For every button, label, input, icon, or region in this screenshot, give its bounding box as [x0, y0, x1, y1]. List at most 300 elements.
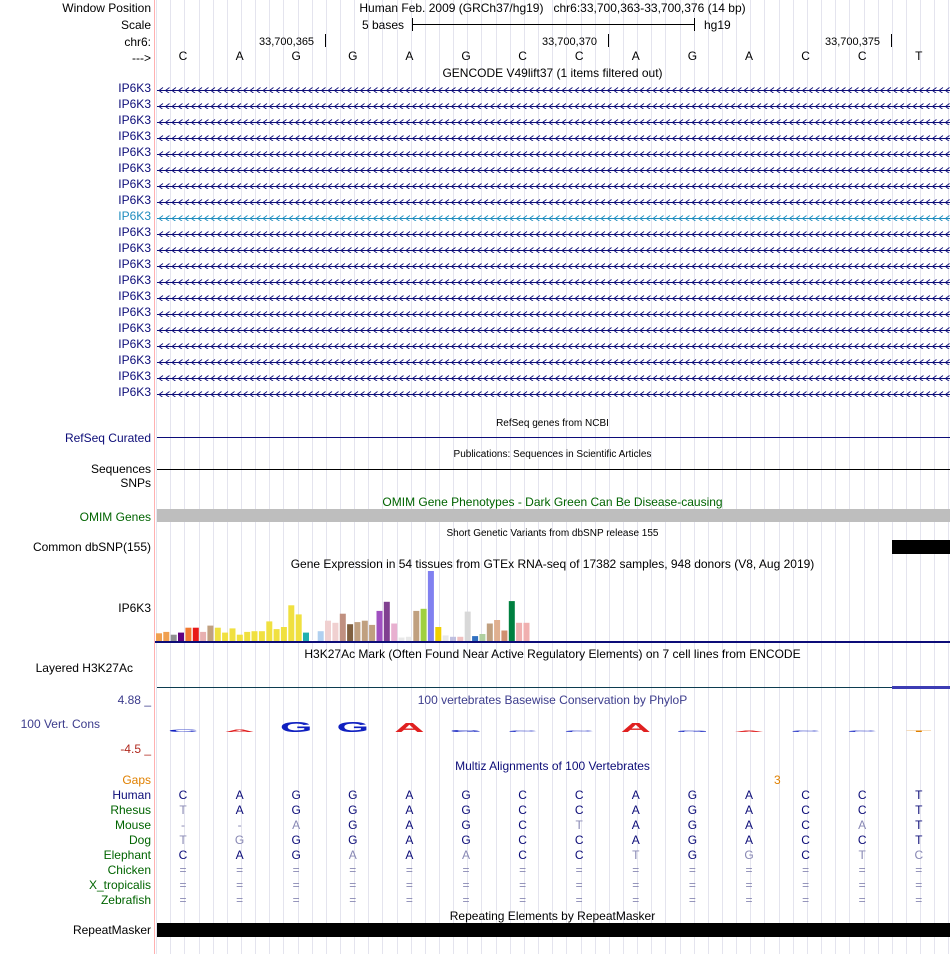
- alignment-base: T: [575, 818, 583, 832]
- window-position-label: Window Position: [62, 1, 151, 15]
- grid-line: [326, 0, 327, 954]
- gencode-transcript-label[interactable]: IP6K3: [118, 273, 151, 287]
- gtex-tissue-bar[interactable]: [347, 624, 353, 641]
- base-letter: A: [744, 49, 753, 63]
- h3k27ac-title: H3K27Ac Mark (Often Found Near Active Regulatory Elements) on 7 cell lines from ENCODE: [304, 647, 801, 661]
- gtex-tissue-bar[interactable]: [259, 631, 265, 641]
- alignment-base: G: [348, 788, 358, 802]
- gtex-tissue-bar[interactable]: [318, 631, 324, 641]
- alignment-base: =: [405, 893, 413, 907]
- gencode-title: GENCODE V49lift37 (1 items filtered out): [442, 66, 663, 80]
- base-letter: C: [574, 49, 584, 63]
- gencode-transcript-label[interactable]: IP6K3: [118, 97, 151, 111]
- grid-line: [510, 0, 511, 954]
- species-label[interactable]: Zebrafish: [100, 893, 151, 907]
- alignment-base: G: [234, 833, 245, 847]
- transcript-strand-arrows: [157, 310, 950, 317]
- coord-tick-3: [891, 34, 892, 47]
- alignment-base: =: [632, 863, 640, 877]
- base-letter: G: [461, 49, 471, 63]
- position-readout: chr6:33,700,363-33,700,376 (14 bp): [553, 1, 746, 15]
- alignment-base: =: [519, 878, 527, 892]
- gencode-transcript-line[interactable]: [157, 84, 950, 93]
- alignment-base: =: [688, 863, 696, 877]
- omim-bar[interactable]: [157, 509, 950, 522]
- alignment-base: =: [462, 893, 470, 907]
- track-labels: [0, 0, 155, 954]
- transcript-strand-arrows: [157, 230, 950, 237]
- gencode-transcript-line[interactable]: [157, 148, 950, 157]
- alignment-base: A: [631, 788, 640, 802]
- scale-db: hg19: [704, 18, 731, 32]
- alignment-base: C: [857, 833, 867, 847]
- gencode-transcript-line[interactable]: [157, 132, 950, 141]
- alignment-base: G: [348, 833, 358, 847]
- alignment-base: G: [461, 788, 471, 802]
- grid-line: [609, 0, 610, 954]
- gencode-transcript-label[interactable]: IP6K3: [118, 113, 151, 127]
- transcript-strand-arrows: [157, 182, 950, 189]
- base-letter: C: [801, 49, 810, 63]
- scale-label: Scale: [120, 18, 151, 32]
- alignment-base: G: [291, 803, 301, 817]
- phylop-logo-glyph: C: [564, 730, 595, 733]
- alignment-base: A: [405, 833, 414, 847]
- alignment-base: A: [405, 818, 414, 832]
- alignment-base: =: [236, 863, 244, 877]
- gencode-transcript-label[interactable]: IP6K3: [118, 353, 151, 367]
- omim-title: OMIM Gene Phenotypes - Dark Green Can Be Disease-causing: [382, 495, 723, 509]
- alignment-base: C: [857, 788, 867, 802]
- gtex-tissue-bar[interactable]: [377, 611, 383, 641]
- gencode-transcript-label[interactable]: IP6K3: [118, 305, 151, 319]
- gtex-tissue-bar[interactable]: [369, 625, 375, 641]
- alignment-base: =: [292, 863, 300, 877]
- alignment-base: G: [348, 803, 358, 817]
- alignment-base: =: [462, 863, 470, 877]
- sequences-label[interactable]: Sequences: [90, 462, 151, 476]
- alignment-base: A: [631, 803, 640, 817]
- alignment-base: =: [575, 878, 583, 892]
- gtex-tissue-bar[interactable]: [428, 571, 434, 641]
- grid-line: [453, 0, 454, 954]
- alignment-base: C: [801, 848, 810, 862]
- grid-line: [566, 0, 567, 954]
- alignment-base: C: [801, 818, 810, 832]
- alignment-base: =: [915, 878, 923, 892]
- base-letter: G: [348, 49, 358, 63]
- coord-tick-label-3: 33,700,375: [825, 36, 881, 48]
- scale-text: 5 bases: [362, 18, 405, 32]
- transcript-strand-arrows: [157, 86, 950, 93]
- alignment-base: =: [745, 878, 753, 892]
- gencode-transcript-label[interactable]: IP6K3: [118, 289, 151, 303]
- transcript-strand-arrows: [157, 150, 950, 157]
- alignment-base: =: [519, 893, 527, 907]
- gtex-tissue-bar[interactable]: [509, 601, 515, 641]
- alignment-base: =: [688, 878, 696, 892]
- grid-line: [496, 0, 497, 954]
- grid-line: [793, 0, 794, 954]
- h3k27ac-label[interactable]: Layered H3K27Ac: [35, 661, 133, 675]
- transcript-strand-arrows: [157, 134, 950, 141]
- gtex-tissue-bar[interactable]: [303, 633, 309, 641]
- gtex-tissue-bar[interactable]: [354, 622, 360, 641]
- gtex-tissue-bar[interactable]: [340, 614, 346, 641]
- phylop-max-label: 4.88 _: [117, 693, 151, 707]
- alignment-base: =: [802, 863, 810, 877]
- alignment-base: C: [801, 803, 810, 817]
- phylop-label[interactable]: 100 Vert. Cons: [20, 717, 100, 731]
- gencode-transcript-line[interactable]: [157, 196, 950, 205]
- species-label[interactable]: Elephant: [103, 848, 151, 862]
- gencode-transcript-line[interactable]: [157, 340, 950, 349]
- phylop-logo-glyph: C: [507, 730, 538, 733]
- gencode-transcript-label[interactable]: IP6K3: [118, 225, 151, 239]
- strand-label: --->: [132, 51, 151, 65]
- gencode-transcript-line[interactable]: [157, 388, 950, 397]
- alignment-base: A: [405, 848, 414, 862]
- gtex-tissue-bar[interactable]: [479, 634, 485, 641]
- alignment-base: T: [915, 788, 923, 802]
- scale-bar-right-tick: [694, 18, 695, 31]
- alignment-base: =: [575, 893, 583, 907]
- coord-tick-1: [325, 34, 326, 47]
- alignment-base: T: [632, 848, 640, 862]
- dbsnp-title: Short Genetic Variants from dbSNP release 155: [446, 528, 659, 539]
- grid-line: [397, 0, 398, 954]
- gencode-transcript-line[interactable]: [157, 372, 950, 381]
- alignment-base: T: [858, 848, 866, 862]
- alignment-base: =: [915, 893, 923, 907]
- gtex-tissue-bar[interactable]: [362, 621, 368, 641]
- gtex-tissue-bar[interactable]: [332, 623, 338, 641]
- scale-bar-left-tick: [412, 18, 413, 31]
- phylop-logo-glyph: C: [847, 730, 878, 733]
- assembly-title: Human Feb. 2009 (GRCh37/hg19): [359, 1, 544, 15]
- dbsnp-variant[interactable]: [892, 540, 950, 554]
- gencode-transcript-line[interactable]: [157, 116, 950, 125]
- grid-line: [934, 0, 935, 954]
- alignment-base: =: [632, 893, 640, 907]
- gencode-transcript-label[interactable]: IP6K3: [118, 369, 151, 383]
- alignment-base: C: [914, 848, 924, 862]
- grid-line: [552, 0, 553, 954]
- gtex-tissue-bar[interactable]: [215, 628, 221, 641]
- gencode-transcript-line[interactable]: [157, 100, 950, 109]
- alignment-base: A: [631, 833, 640, 847]
- alignment-base: C: [801, 788, 810, 802]
- alignment-base: C: [178, 788, 188, 802]
- alignment-base: =: [179, 878, 187, 892]
- alignment-base: C: [518, 803, 527, 817]
- alignment-base: T: [915, 818, 923, 832]
- grid-line: [821, 0, 822, 954]
- transcript-strand-arrows: [157, 374, 950, 381]
- gtex-tissue-bar[interactable]: [384, 602, 390, 641]
- transcript-strand-arrows: [157, 166, 950, 173]
- alignment-base: =: [236, 893, 244, 907]
- grid-line: [199, 0, 200, 954]
- snps-label[interactable]: SNPs: [120, 476, 151, 490]
- phylop-logo-glyph: G: [280, 720, 313, 736]
- transcript-strand-arrows: [157, 246, 950, 253]
- gtex-tissue-bar[interactable]: [465, 612, 471, 641]
- refseq-title: RefSeq genes from NCBI: [496, 418, 609, 429]
- transcript-strand-arrows: [157, 214, 950, 221]
- species-label[interactable]: Dog: [128, 833, 151, 847]
- gtex-label[interactable]: IP6K3: [118, 601, 151, 615]
- gencode-transcript-line[interactable]: [157, 308, 950, 317]
- gtex-tissue-bar[interactable]: [487, 624, 493, 642]
- gencode-transcript-label[interactable]: IP6K3: [118, 81, 151, 95]
- alignment-base: T: [179, 803, 187, 817]
- chrom-label: chr6:: [124, 35, 151, 49]
- refseq-line[interactable]: [157, 437, 950, 438]
- phylop-logo-glyph: T: [906, 730, 932, 733]
- alignment-base: =: [349, 863, 357, 877]
- gencode-transcript-label[interactable]: IP6K3: [118, 161, 151, 175]
- gencode-transcript-line[interactable]: [157, 212, 950, 221]
- phylop-min-label: -4.5 _: [120, 742, 151, 756]
- grid-line: [680, 0, 681, 954]
- gtex-tissue-bar[interactable]: [185, 628, 191, 641]
- alignment-base: =: [858, 863, 866, 877]
- gtex-tissue-bar[interactable]: [230, 628, 236, 641]
- alignment-base: T: [915, 833, 923, 847]
- h3k27ac-signal: [892, 686, 950, 689]
- gaps-label: Gaps: [122, 773, 151, 787]
- alignment-base: A: [405, 803, 414, 817]
- gtex-tissue-bar[interactable]: [207, 626, 213, 641]
- alignment-base: =: [405, 863, 413, 877]
- transcript-strand-arrows: [157, 278, 950, 285]
- gencode-transcript-line[interactable]: [157, 276, 950, 285]
- gtex-tissue-bar[interactable]: [178, 633, 184, 641]
- alignment-base: A: [235, 788, 244, 802]
- grid-line: [213, 0, 214, 954]
- alignment-base: C: [518, 818, 527, 832]
- gtex-tissue-bar[interactable]: [325, 621, 331, 641]
- grid-line: [170, 0, 171, 954]
- phylop-logo-glyph: A: [620, 720, 651, 735]
- alignment-base: G: [348, 818, 358, 832]
- species-label[interactable]: Mouse: [114, 818, 151, 832]
- alignment-base: T: [179, 833, 187, 847]
- gtex-tissue-bar[interactable]: [421, 609, 427, 641]
- gtex-tissue-bar[interactable]: [435, 627, 441, 641]
- alignment-base: =: [858, 878, 866, 892]
- phylop-title: 100 vertebrates Basewise Conservation by PhyloP: [417, 693, 688, 707]
- alignment-base: =: [236, 878, 244, 892]
- gencode-transcript-line[interactable]: [157, 228, 950, 237]
- alignment-base: =: [462, 878, 470, 892]
- omim-label[interactable]: OMIM Genes: [79, 510, 151, 524]
- gtex-tissue-bar[interactable]: [193, 628, 199, 641]
- publications-line[interactable]: [157, 469, 950, 470]
- alignment-base: G: [687, 818, 698, 832]
- repeatmasker-bar[interactable]: [157, 923, 950, 937]
- grid-line: [722, 0, 723, 954]
- base-letter: A: [631, 49, 640, 63]
- gtex-title: Gene Expression in 54 tissues from GTEx RNA-seq of 17382 samples, 948 donors (V8, Aug 2019): [290, 557, 815, 571]
- gencode-transcript-line[interactable]: [157, 260, 950, 269]
- grid-line: [948, 0, 949, 954]
- gtex-tissue-bar[interactable]: [296, 614, 302, 641]
- base-letter: G: [291, 49, 301, 63]
- gtex-tissue-bar[interactable]: [222, 633, 228, 641]
- alignment-base: =: [632, 878, 640, 892]
- grid-line: [538, 0, 539, 954]
- gencode-transcript-line[interactable]: [157, 180, 950, 189]
- alignment-base: A: [858, 818, 867, 832]
- gtex-tissue-bar[interactable]: [281, 627, 287, 641]
- grid-line: [892, 0, 893, 954]
- species-label[interactable]: Human: [112, 788, 151, 802]
- gencode-transcript-label[interactable]: IP6K3: [118, 209, 151, 223]
- transcript-strand-arrows: [157, 198, 950, 205]
- transcript-strand-arrows: [157, 262, 950, 269]
- base-letter: A: [235, 49, 244, 63]
- species-label[interactable]: X_tropicalis: [88, 878, 151, 892]
- alignment-base: =: [292, 878, 300, 892]
- phylop-logo-glyph: C: [167, 728, 199, 733]
- gencode-transcript-label[interactable]: IP6K3: [118, 337, 151, 351]
- gencode-transcript-line[interactable]: [157, 356, 950, 365]
- alignment-base: C: [801, 833, 810, 847]
- alignment-base: C: [574, 848, 584, 862]
- alignment-base: A: [348, 848, 357, 862]
- alignment-base: G: [687, 803, 698, 817]
- alignment-base: G: [461, 818, 471, 832]
- gtex-tissue-bar[interactable]: [274, 629, 280, 641]
- grid-line: [481, 0, 482, 954]
- gencode-transcript-label[interactable]: IP6K3: [118, 193, 151, 207]
- base-letter: C: [178, 49, 188, 63]
- coord-tick-label-1: 33,700,365: [259, 36, 315, 48]
- repeatmasker-label[interactable]: RepeatMasker: [72, 923, 151, 937]
- gencode-transcript-line[interactable]: [157, 292, 950, 301]
- phylop-logo[interactable]: [155, 720, 950, 742]
- alignment-base: =: [575, 863, 583, 877]
- alignment-base: A: [461, 848, 470, 862]
- alignment-base: C: [857, 803, 867, 817]
- grid-line: [595, 0, 596, 954]
- phylop-logo-glyph: A: [224, 729, 255, 733]
- grid-line: [651, 0, 652, 954]
- grid-line: [849, 0, 850, 954]
- species-label[interactable]: Rhesus: [110, 803, 151, 817]
- transcript-strand-arrows: [157, 102, 950, 109]
- h3k27ac-baseline: [157, 687, 950, 688]
- alignment-base: A: [631, 818, 640, 832]
- gencode-transcript-line[interactable]: [157, 244, 950, 253]
- grid-line: [665, 0, 666, 954]
- gencode-transcript-label[interactable]: IP6K3: [118, 385, 151, 399]
- alignment-base: G: [687, 788, 698, 802]
- gtex-tissue-bar[interactable]: [156, 633, 162, 641]
- coord-tick-label-2: 33,700,370: [542, 36, 598, 48]
- dbsnp-label[interactable]: Common dbSNP(155): [32, 540, 151, 554]
- gencode-transcript-label[interactable]: IP6K3: [118, 177, 151, 191]
- grid-line: [623, 0, 624, 954]
- alignment-base: =: [802, 893, 810, 907]
- alignment-base: A: [235, 848, 244, 862]
- gencode-transcript-label[interactable]: IP6K3: [118, 321, 151, 335]
- alignment-base: G: [291, 848, 301, 862]
- repeatmasker-title: Repeating Elements by RepeatMasker: [449, 909, 656, 923]
- gencode-transcript-label[interactable]: IP6K3: [118, 145, 151, 159]
- alignment-base: A: [744, 788, 753, 802]
- gtex-chart[interactable]: [155, 570, 950, 643]
- transcript-strand-arrows: [157, 390, 950, 397]
- coord-tick-2: [608, 34, 609, 47]
- transcript-strand-arrows: [157, 342, 950, 349]
- gencode-transcript-line[interactable]: [157, 324, 950, 333]
- alignment-base: A: [235, 803, 244, 817]
- gtex-tissue-bar[interactable]: [288, 605, 294, 641]
- gtex-tissue-bar[interactable]: [244, 632, 250, 641]
- alignment-base: -: [181, 818, 185, 832]
- gtex-tissue-bar[interactable]: [413, 611, 419, 641]
- gencode-transcript-label[interactable]: IP6K3: [118, 257, 151, 271]
- gencode-transcript-line[interactable]: [157, 164, 950, 173]
- alignment-base: =: [179, 863, 187, 877]
- grid-line: [255, 0, 256, 954]
- gtex-tissue-bar[interactable]: [501, 631, 507, 642]
- gtex-tissue-bar[interactable]: [494, 620, 500, 641]
- alignment-base: C: [518, 833, 527, 847]
- species-label[interactable]: Chicken: [107, 863, 151, 877]
- transcript-strand-arrows: [157, 358, 950, 365]
- alignment-base: =: [745, 863, 753, 877]
- gencode-transcript-label[interactable]: IP6K3: [118, 129, 151, 143]
- grid-line: [906, 0, 907, 954]
- alignment-base: =: [745, 893, 753, 907]
- grid-line: [878, 0, 879, 954]
- phylop-logo-glyph: G: [449, 729, 483, 733]
- base-letter: A: [405, 49, 414, 63]
- multiz-title: Multiz Alignments of 100 Vertebrates: [455, 759, 650, 773]
- alignment-base: C: [518, 848, 527, 862]
- scale-bar: [412, 24, 695, 25]
- gtex-tissue-bar[interactable]: [391, 624, 397, 642]
- track-data: [155, 0, 950, 954]
- gtex-tissue-bar[interactable]: [524, 623, 530, 641]
- gencode-transcript-label[interactable]: IP6K3: [118, 241, 151, 255]
- gtex-tissue-bar[interactable]: [516, 623, 522, 641]
- alignment-base: A: [292, 818, 301, 832]
- gtex-tissue-bar[interactable]: [252, 631, 258, 641]
- grid-line: [439, 0, 440, 954]
- alignment-base: =: [349, 878, 357, 892]
- phylop-logo-glyph: A: [394, 720, 425, 735]
- gtex-baseline: [155, 641, 950, 643]
- phylop-logo-glyph: G: [676, 730, 709, 733]
- refseq-label[interactable]: RefSeq Curated: [64, 431, 151, 445]
- gtex-tissue-bar[interactable]: [200, 632, 206, 641]
- gtex-tissue-bar[interactable]: [266, 621, 272, 641]
- phylop-logo-glyph: A: [733, 730, 765, 733]
- alignment-base: =: [179, 893, 187, 907]
- alignment-base: A: [405, 788, 414, 802]
- gaps-count: 3: [774, 773, 781, 787]
- alignment-base: =: [915, 863, 923, 877]
- alignment-base: =: [858, 893, 866, 907]
- grid-line: [283, 0, 284, 954]
- gtex-tissue-bar[interactable]: [163, 632, 169, 641]
- publications-title: Publications: Sequences in Scientific Articles: [453, 449, 652, 460]
